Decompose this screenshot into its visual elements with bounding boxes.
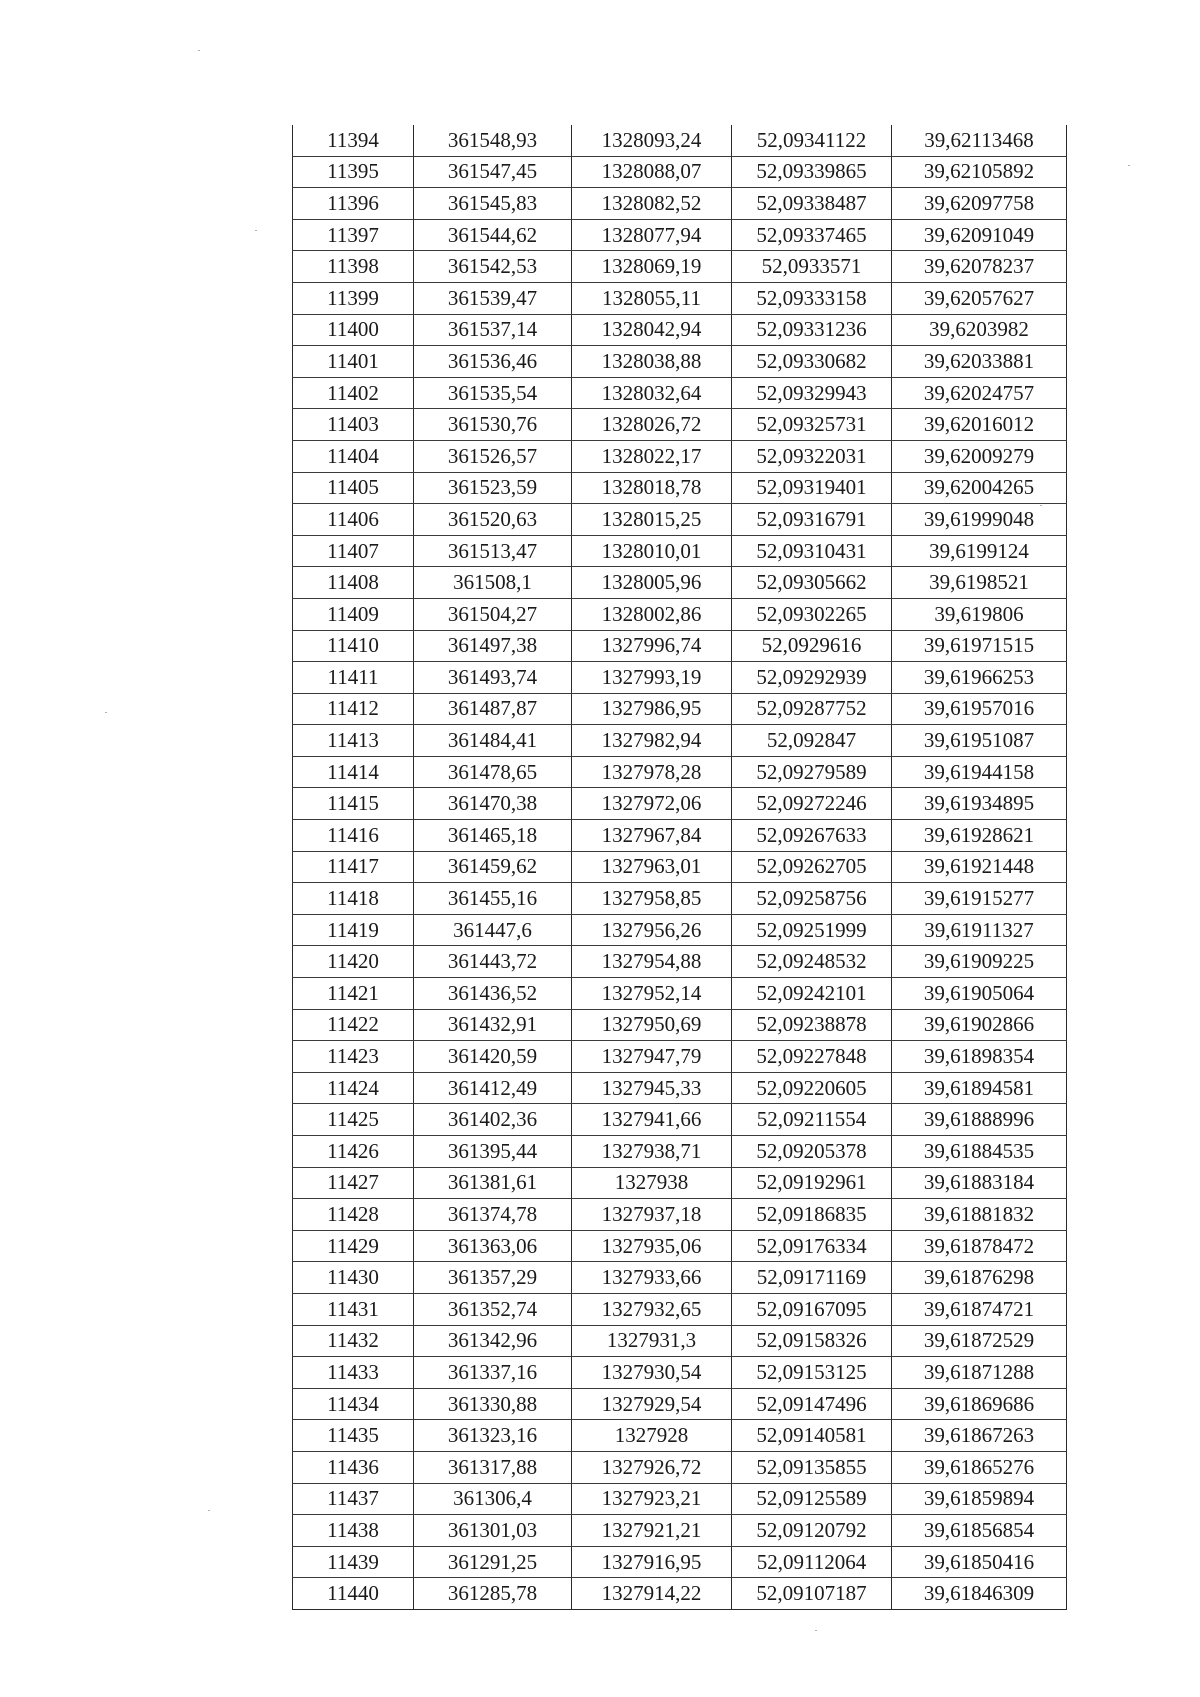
- y-coordinate-cell: 1328018,78: [572, 472, 732, 504]
- x-coordinate-cell: 361374,78: [414, 1199, 572, 1231]
- table-row: [293, 535, 1067, 567]
- x-coordinate-cell: 361536,46: [414, 346, 572, 378]
- longitude-cell: 39,62091049: [892, 219, 1067, 251]
- y-coordinate-cell: 1328015,25: [572, 504, 732, 536]
- longitude-cell: 39,61909225: [892, 946, 1067, 978]
- table-row: [293, 1072, 1067, 1104]
- latitude-cell: 52,09341122: [732, 125, 892, 156]
- y-coordinate-cell: 1327967,84: [572, 820, 732, 852]
- latitude-cell: 52,0933571: [732, 251, 892, 283]
- table-row: [293, 1199, 1067, 1231]
- latitude-cell: 52,09329943: [732, 377, 892, 409]
- table-row: [293, 1388, 1067, 1420]
- y-coordinate-cell: 1328082,52: [572, 188, 732, 220]
- longitude-cell: 39,61911327: [892, 914, 1067, 946]
- x-coordinate-cell: 361323,16: [414, 1420, 572, 1452]
- latitude-cell: 52,09322031: [732, 440, 892, 472]
- x-coordinate-cell: 361420,59: [414, 1041, 572, 1073]
- point-number-cell: 11438: [293, 1515, 414, 1547]
- latitude-cell: 52,09279589: [732, 756, 892, 788]
- latitude-cell: 52,09153125: [732, 1357, 892, 1389]
- longitude-cell: 39,61902866: [892, 1009, 1067, 1041]
- latitude-cell: 52,09192961: [732, 1167, 892, 1199]
- point-number-cell: 11414: [293, 756, 414, 788]
- point-number-cell: 11437: [293, 1483, 414, 1515]
- x-coordinate-cell: 361306,4: [414, 1483, 572, 1515]
- longitude-cell: 39,61876298: [892, 1262, 1067, 1294]
- latitude-cell: 52,09337465: [732, 219, 892, 251]
- longitude-cell: 39,61856854: [892, 1515, 1067, 1547]
- point-number-cell: 11403: [293, 409, 414, 441]
- y-coordinate-cell: 1328055,11: [572, 282, 732, 314]
- point-number-cell: 11401: [293, 346, 414, 378]
- table-row: [293, 504, 1067, 536]
- x-coordinate-cell: 361493,74: [414, 662, 572, 694]
- point-number-cell: 11410: [293, 630, 414, 662]
- latitude-cell: 52,09120792: [732, 1515, 892, 1547]
- table-row: [293, 1167, 1067, 1199]
- table-row: [293, 188, 1067, 220]
- scan-speck: [255, 230, 257, 231]
- point-number-cell: 11406: [293, 504, 414, 536]
- longitude-cell: 39,6198521: [892, 567, 1067, 599]
- x-coordinate-cell: 361544,62: [414, 219, 572, 251]
- longitude-cell: 39,62024757: [892, 377, 1067, 409]
- latitude-cell: 52,09333158: [732, 282, 892, 314]
- x-coordinate-cell: 361381,61: [414, 1167, 572, 1199]
- table-row: [293, 1483, 1067, 1515]
- latitude-cell: 52,09305662: [732, 567, 892, 599]
- point-number-cell: 11404: [293, 440, 414, 472]
- latitude-cell: 52,09140581: [732, 1420, 892, 1452]
- latitude-cell: 52,09316791: [732, 504, 892, 536]
- latitude-cell: 52,09135855: [732, 1451, 892, 1483]
- point-number-cell: 11399: [293, 282, 414, 314]
- table-row: [293, 598, 1067, 630]
- x-coordinate-cell: 361523,59: [414, 472, 572, 504]
- y-coordinate-cell: 1327937,18: [572, 1199, 732, 1231]
- scan-speck: [208, 1510, 210, 1511]
- y-coordinate-cell: 1327926,72: [572, 1451, 732, 1483]
- point-number-cell: 11409: [293, 598, 414, 630]
- point-number-cell: 11397: [293, 219, 414, 251]
- longitude-cell: 39,6203982: [892, 314, 1067, 346]
- x-coordinate-cell: 361545,83: [414, 188, 572, 220]
- point-number-cell: 11419: [293, 914, 414, 946]
- latitude-cell: 52,09258756: [732, 883, 892, 915]
- y-coordinate-cell: 1328032,64: [572, 377, 732, 409]
- x-coordinate-cell: 361443,72: [414, 946, 572, 978]
- y-coordinate-cell: 1327996,74: [572, 630, 732, 662]
- table-row: [293, 1515, 1067, 1547]
- point-number-cell: 11435: [293, 1420, 414, 1452]
- table-row: [293, 282, 1067, 314]
- x-coordinate-cell: 361535,54: [414, 377, 572, 409]
- table-row: [293, 851, 1067, 883]
- table-row: [293, 914, 1067, 946]
- y-coordinate-cell: 1328088,07: [572, 156, 732, 188]
- latitude-cell: 52,09112064: [732, 1546, 892, 1578]
- table-row: [293, 1451, 1067, 1483]
- y-coordinate-cell: 1328026,72: [572, 409, 732, 441]
- x-coordinate-cell: 361432,91: [414, 1009, 572, 1041]
- latitude-cell: 52,09272246: [732, 788, 892, 820]
- latitude-cell: 52,09251999: [732, 914, 892, 946]
- longitude-cell: 39,61957016: [892, 693, 1067, 725]
- y-coordinate-cell: 1327972,06: [572, 788, 732, 820]
- x-coordinate-cell: 361513,47: [414, 535, 572, 567]
- latitude-cell: 52,09331236: [732, 314, 892, 346]
- y-coordinate-cell: 1327933,66: [572, 1262, 732, 1294]
- point-number-cell: 11422: [293, 1009, 414, 1041]
- point-number-cell: 11430: [293, 1262, 414, 1294]
- x-coordinate-cell: 361352,74: [414, 1293, 572, 1325]
- y-coordinate-cell: 1328010,01: [572, 535, 732, 567]
- point-number-cell: 11423: [293, 1041, 414, 1073]
- latitude-cell: 52,09186835: [732, 1199, 892, 1231]
- latitude-cell: 52,09330682: [732, 346, 892, 378]
- x-coordinate-cell: 361484,41: [414, 725, 572, 757]
- x-coordinate-cell: 361455,16: [414, 883, 572, 915]
- table-row: [293, 219, 1067, 251]
- y-coordinate-cell: 1328022,17: [572, 440, 732, 472]
- point-number-cell: 11417: [293, 851, 414, 883]
- table-row: [293, 377, 1067, 409]
- longitude-cell: 39,61874721: [892, 1293, 1067, 1325]
- latitude-cell: 52,09125589: [732, 1483, 892, 1515]
- longitude-cell: 39,619806: [892, 598, 1067, 630]
- table-row: [293, 125, 1067, 156]
- longitude-cell: 39,61850416: [892, 1546, 1067, 1578]
- y-coordinate-cell: 1327932,65: [572, 1293, 732, 1325]
- longitude-cell: 39,61872529: [892, 1325, 1067, 1357]
- y-coordinate-cell: 1327935,06: [572, 1230, 732, 1262]
- table-row: [293, 1104, 1067, 1136]
- point-number-cell: 11432: [293, 1325, 414, 1357]
- point-number-cell: 11413: [293, 725, 414, 757]
- point-number-cell: 11405: [293, 472, 414, 504]
- y-coordinate-cell: 1327954,88: [572, 946, 732, 978]
- longitude-cell: 39,61951087: [892, 725, 1067, 757]
- y-coordinate-cell: 1328002,86: [572, 598, 732, 630]
- x-coordinate-cell: 361542,53: [414, 251, 572, 283]
- longitude-cell: 39,61884535: [892, 1136, 1067, 1168]
- longitude-cell: 39,61999048: [892, 504, 1067, 536]
- latitude-cell: 52,09211554: [732, 1104, 892, 1136]
- x-coordinate-cell: 361317,88: [414, 1451, 572, 1483]
- y-coordinate-cell: 1327982,94: [572, 725, 732, 757]
- point-number-cell: 11440: [293, 1578, 414, 1610]
- table-row: [293, 314, 1067, 346]
- latitude-cell: 52,09107187: [732, 1578, 892, 1610]
- table-row: [293, 1009, 1067, 1041]
- table-row: [293, 1293, 1067, 1325]
- table-row: [293, 1420, 1067, 1452]
- longitude-cell: 39,61915277: [892, 883, 1067, 915]
- longitude-cell: 39,61944158: [892, 756, 1067, 788]
- latitude-cell: 52,09167095: [732, 1293, 892, 1325]
- latitude-cell: 52,09325731: [732, 409, 892, 441]
- y-coordinate-cell: 1327928: [572, 1420, 732, 1452]
- y-coordinate-cell: 1327931,3: [572, 1325, 732, 1357]
- point-number-cell: 11412: [293, 693, 414, 725]
- longitude-cell: 39,62057627: [892, 282, 1067, 314]
- point-number-cell: 11407: [293, 535, 414, 567]
- y-coordinate-cell: 1327963,01: [572, 851, 732, 883]
- x-coordinate-cell: 361330,88: [414, 1388, 572, 1420]
- longitude-cell: 39,61869686: [892, 1388, 1067, 1420]
- scan-speck: [815, 1630, 817, 1631]
- x-coordinate-cell: 361285,78: [414, 1578, 572, 1610]
- coordinates-table-body: [293, 125, 1067, 1609]
- point-number-cell: 11411: [293, 662, 414, 694]
- longitude-cell: 39,61894581: [892, 1072, 1067, 1104]
- longitude-cell: 39,62004265: [892, 472, 1067, 504]
- x-coordinate-cell: 361478,65: [414, 756, 572, 788]
- y-coordinate-cell: 1328093,24: [572, 125, 732, 156]
- latitude-cell: 52,09242101: [732, 978, 892, 1010]
- table-row: [293, 662, 1067, 694]
- table-row: [293, 440, 1067, 472]
- y-coordinate-cell: 1328005,96: [572, 567, 732, 599]
- point-number-cell: 11434: [293, 1388, 414, 1420]
- table-row: [293, 1325, 1067, 1357]
- longitude-cell: 39,61881832: [892, 1199, 1067, 1231]
- table-row: [293, 1357, 1067, 1389]
- y-coordinate-cell: 1328038,88: [572, 346, 732, 378]
- latitude-cell: 52,09339865: [732, 156, 892, 188]
- latitude-cell: 52,09158326: [732, 1325, 892, 1357]
- table-row: [293, 1546, 1067, 1578]
- table-row: [293, 409, 1067, 441]
- y-coordinate-cell: 1327958,85: [572, 883, 732, 915]
- latitude-cell: 52,09302265: [732, 598, 892, 630]
- x-coordinate-cell: 361301,03: [414, 1515, 572, 1547]
- table-row: [293, 693, 1067, 725]
- x-coordinate-cell: 361436,52: [414, 978, 572, 1010]
- point-number-cell: 11428: [293, 1199, 414, 1231]
- point-number-cell: 11439: [293, 1546, 414, 1578]
- point-number-cell: 11425: [293, 1104, 414, 1136]
- y-coordinate-cell: 1327923,21: [572, 1483, 732, 1515]
- longitude-cell: 39,6199124: [892, 535, 1067, 567]
- longitude-cell: 39,62016012: [892, 409, 1067, 441]
- table-row: [293, 946, 1067, 978]
- longitude-cell: 39,62105892: [892, 156, 1067, 188]
- point-number-cell: 11429: [293, 1230, 414, 1262]
- y-coordinate-cell: 1327993,19: [572, 662, 732, 694]
- y-coordinate-cell: 1327914,22: [572, 1578, 732, 1610]
- point-number-cell: 11424: [293, 1072, 414, 1104]
- x-coordinate-cell: 361395,44: [414, 1136, 572, 1168]
- table-row: [293, 1230, 1067, 1262]
- table-row: [293, 756, 1067, 788]
- x-coordinate-cell: 361337,16: [414, 1357, 572, 1389]
- longitude-cell: 39,61846309: [892, 1578, 1067, 1610]
- table-row: [293, 346, 1067, 378]
- x-coordinate-cell: 361548,93: [414, 125, 572, 156]
- point-number-cell: 11418: [293, 883, 414, 915]
- longitude-cell: 39,61888996: [892, 1104, 1067, 1136]
- point-number-cell: 11415: [293, 788, 414, 820]
- latitude-cell: 52,09147496: [732, 1388, 892, 1420]
- y-coordinate-cell: 1327952,14: [572, 978, 732, 1010]
- scan-speck: [1128, 165, 1130, 166]
- x-coordinate-cell: 361497,38: [414, 630, 572, 662]
- table-row: [293, 788, 1067, 820]
- table-row: [293, 820, 1067, 852]
- longitude-cell: 39,61921448: [892, 851, 1067, 883]
- x-coordinate-cell: 361520,63: [414, 504, 572, 536]
- longitude-cell: 39,62033881: [892, 346, 1067, 378]
- longitude-cell: 39,61859894: [892, 1483, 1067, 1515]
- table-row: [293, 567, 1067, 599]
- x-coordinate-cell: 361508,1: [414, 567, 572, 599]
- longitude-cell: 39,61878472: [892, 1230, 1067, 1262]
- table-row: [293, 630, 1067, 662]
- y-coordinate-cell: 1327956,26: [572, 914, 732, 946]
- x-coordinate-cell: 361357,29: [414, 1262, 572, 1294]
- latitude-cell: 52,09292939: [732, 662, 892, 694]
- point-number-cell: 11400: [293, 314, 414, 346]
- longitude-cell: 39,62078237: [892, 251, 1067, 283]
- x-coordinate-cell: 361459,62: [414, 851, 572, 883]
- y-coordinate-cell: 1328042,94: [572, 314, 732, 346]
- latitude-cell: 52,09171169: [732, 1262, 892, 1294]
- scan-speck: [105, 712, 107, 713]
- x-coordinate-cell: 361547,45: [414, 156, 572, 188]
- x-coordinate-cell: 361291,25: [414, 1546, 572, 1578]
- y-coordinate-cell: 1327947,79: [572, 1041, 732, 1073]
- table-row: [293, 1041, 1067, 1073]
- latitude-cell: 52,09205378: [732, 1136, 892, 1168]
- latitude-cell: 52,0929616: [732, 630, 892, 662]
- x-coordinate-cell: 361530,76: [414, 409, 572, 441]
- y-coordinate-cell: 1327941,66: [572, 1104, 732, 1136]
- table-row: [293, 472, 1067, 504]
- x-coordinate-cell: 361470,38: [414, 788, 572, 820]
- y-coordinate-cell: 1327929,54: [572, 1388, 732, 1420]
- table-row: [293, 1578, 1067, 1610]
- point-number-cell: 11402: [293, 377, 414, 409]
- point-number-cell: 11420: [293, 946, 414, 978]
- x-coordinate-cell: 361465,18: [414, 820, 572, 852]
- longitude-cell: 39,62009279: [892, 440, 1067, 472]
- table-row: [293, 1136, 1067, 1168]
- latitude-cell: 52,092847: [732, 725, 892, 757]
- latitude-cell: 52,09319401: [732, 472, 892, 504]
- latitude-cell: 52,09338487: [732, 188, 892, 220]
- y-coordinate-cell: 1328069,19: [572, 251, 732, 283]
- x-coordinate-cell: 361539,47: [414, 282, 572, 314]
- latitude-cell: 52,09227848: [732, 1041, 892, 1073]
- point-number-cell: 11394: [293, 125, 414, 156]
- longitude-cell: 39,61883184: [892, 1167, 1067, 1199]
- y-coordinate-cell: 1327950,69: [572, 1009, 732, 1041]
- y-coordinate-cell: 1327938: [572, 1167, 732, 1199]
- table-row: [293, 1262, 1067, 1294]
- coordinates-table: [292, 125, 1067, 1610]
- longitude-cell: 39,62113468: [892, 125, 1067, 156]
- y-coordinate-cell: 1327916,95: [572, 1546, 732, 1578]
- y-coordinate-cell: 1327921,21: [572, 1515, 732, 1547]
- longitude-cell: 39,61966253: [892, 662, 1067, 694]
- latitude-cell: 52,09287752: [732, 693, 892, 725]
- x-coordinate-cell: 361342,96: [414, 1325, 572, 1357]
- y-coordinate-cell: 1327930,54: [572, 1357, 732, 1389]
- longitude-cell: 39,61905064: [892, 978, 1067, 1010]
- longitude-cell: 39,61898354: [892, 1041, 1067, 1073]
- table-row: [293, 725, 1067, 757]
- y-coordinate-cell: 1327938,71: [572, 1136, 732, 1168]
- table-row: [293, 978, 1067, 1010]
- point-number-cell: 11416: [293, 820, 414, 852]
- y-coordinate-cell: 1328077,94: [572, 219, 732, 251]
- table-row: [293, 883, 1067, 915]
- y-coordinate-cell: 1327945,33: [572, 1072, 732, 1104]
- x-coordinate-cell: 361402,36: [414, 1104, 572, 1136]
- x-coordinate-cell: 361447,6: [414, 914, 572, 946]
- longitude-cell: 39,61867263: [892, 1420, 1067, 1452]
- x-coordinate-cell: 361363,06: [414, 1230, 572, 1262]
- x-coordinate-cell: 361412,49: [414, 1072, 572, 1104]
- point-number-cell: 11426: [293, 1136, 414, 1168]
- longitude-cell: 39,61934895: [892, 788, 1067, 820]
- point-number-cell: 11395: [293, 156, 414, 188]
- x-coordinate-cell: 361487,87: [414, 693, 572, 725]
- latitude-cell: 52,09262705: [732, 851, 892, 883]
- point-number-cell: 11431: [293, 1293, 414, 1325]
- latitude-cell: 52,09248532: [732, 946, 892, 978]
- point-number-cell: 11408: [293, 567, 414, 599]
- table-row: [293, 156, 1067, 188]
- table-row: [293, 251, 1067, 283]
- latitude-cell: 52,09238878: [732, 1009, 892, 1041]
- x-coordinate-cell: 361504,27: [414, 598, 572, 630]
- point-number-cell: 11398: [293, 251, 414, 283]
- point-number-cell: 11436: [293, 1451, 414, 1483]
- longitude-cell: 39,61971515: [892, 630, 1067, 662]
- point-number-cell: 11421: [293, 978, 414, 1010]
- latitude-cell: 52,09310431: [732, 535, 892, 567]
- longitude-cell: 39,61865276: [892, 1451, 1067, 1483]
- y-coordinate-cell: 1327978,28: [572, 756, 732, 788]
- x-coordinate-cell: 361537,14: [414, 314, 572, 346]
- point-number-cell: 11427: [293, 1167, 414, 1199]
- latitude-cell: 52,09176334: [732, 1230, 892, 1262]
- x-coordinate-cell: 361526,57: [414, 440, 572, 472]
- y-coordinate-cell: 1327986,95: [572, 693, 732, 725]
- longitude-cell: 39,61928621: [892, 820, 1067, 852]
- longitude-cell: 39,61871288: [892, 1357, 1067, 1389]
- point-number-cell: 11433: [293, 1357, 414, 1389]
- scan-speck: [198, 50, 200, 51]
- latitude-cell: 52,09267633: [732, 820, 892, 852]
- point-number-cell: 11396: [293, 188, 414, 220]
- longitude-cell: 39,62097758: [892, 188, 1067, 220]
- latitude-cell: 52,09220605: [732, 1072, 892, 1104]
